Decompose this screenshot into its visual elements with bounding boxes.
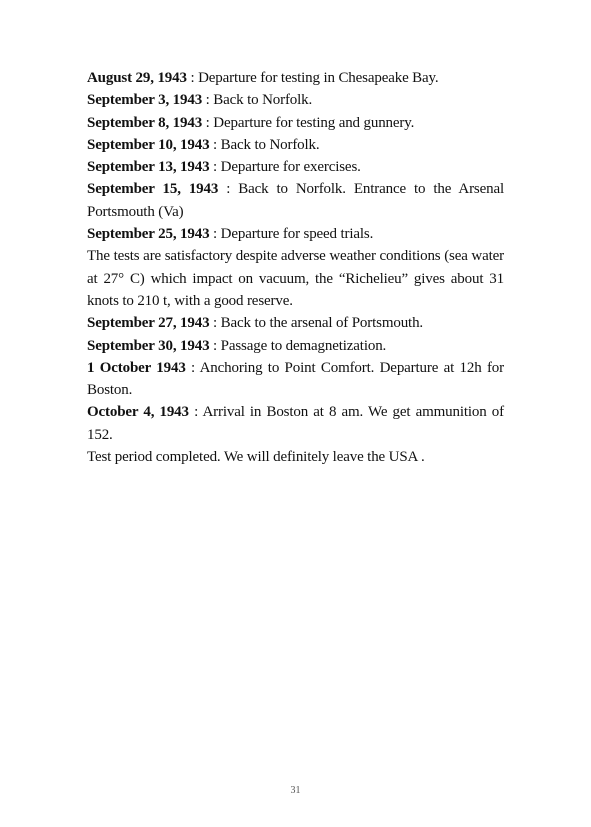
entry-text: : Departure for testing in Chesapeake Bay. (186, 70, 439, 86)
entry-date: September 10, 1943 (87, 136, 210, 153)
entry-date: September 13, 1943 (87, 159, 210, 176)
entry-date: 1 October 1943 (87, 359, 186, 376)
entry-date: September 30, 1943 (87, 337, 210, 354)
entry-text: : Back to Norfolk. (202, 92, 313, 109)
log-entry-sep-3 (87, 89, 504, 111)
entry-date: September 27, 1943 (87, 315, 210, 332)
log-entry-oct-1 (87, 357, 504, 402)
closing-paragraph (87, 446, 504, 468)
entry-text: The tests are satisfactory despite adverse weather conditions (sea water at 27° C) which impact on vacuum, the “Richelieu” gives about 31 knots to 210 t, with a good reserve. (87, 248, 504, 309)
entry-text: : Passage to demagnetization. (209, 337, 387, 354)
entry-text: Test period completed. We will definitely leave the USA . (87, 449, 425, 466)
entry-date: September 25, 1943 (87, 226, 210, 243)
entry-text: : Back to Norfolk. (209, 136, 320, 153)
log-entry-sep-10 (87, 134, 504, 156)
log-entry-sep-25 (87, 223, 504, 245)
entry-text: : Departure for exercises. (209, 159, 361, 176)
document-body (87, 67, 504, 468)
log-entry-sep-13 (87, 156, 504, 178)
entry-text: : Back to the arsenal of Portsmouth. (209, 315, 424, 332)
test-results-paragraph (87, 245, 504, 312)
entry-date: September 15, 1943 (87, 181, 219, 198)
entry-date: August 29, 1943 (87, 70, 187, 86)
log-entry-sep-8 (87, 112, 504, 134)
log-entry-oct-4 (87, 401, 504, 446)
entry-text: : Departure for testing and gunnery. (202, 114, 415, 131)
log-entry-sep-15 (87, 178, 504, 223)
log-entry-sep-30 (87, 335, 504, 357)
entry-text: : Back to Norfolk. Entrance to the Arsenal Portsmouth (Va) (87, 181, 504, 220)
page-number: 31 (290, 785, 301, 796)
entry-text: : Arrival in Boston at 8 am. We get ammunition of 152. (87, 404, 504, 443)
log-entry-sep-27 (87, 312, 504, 334)
entry-text: : Departure for speed trials. (209, 226, 374, 243)
log-entry-aug-29 (87, 67, 504, 89)
entry-text: : Anchoring to Point Comfort. Departure at 12h for Boston. (87, 359, 504, 399)
entry-date: September 3, 1943 (87, 92, 203, 109)
entry-date: September 8, 1943 (87, 114, 203, 131)
entry-date: October 4, 1943 (87, 404, 189, 421)
